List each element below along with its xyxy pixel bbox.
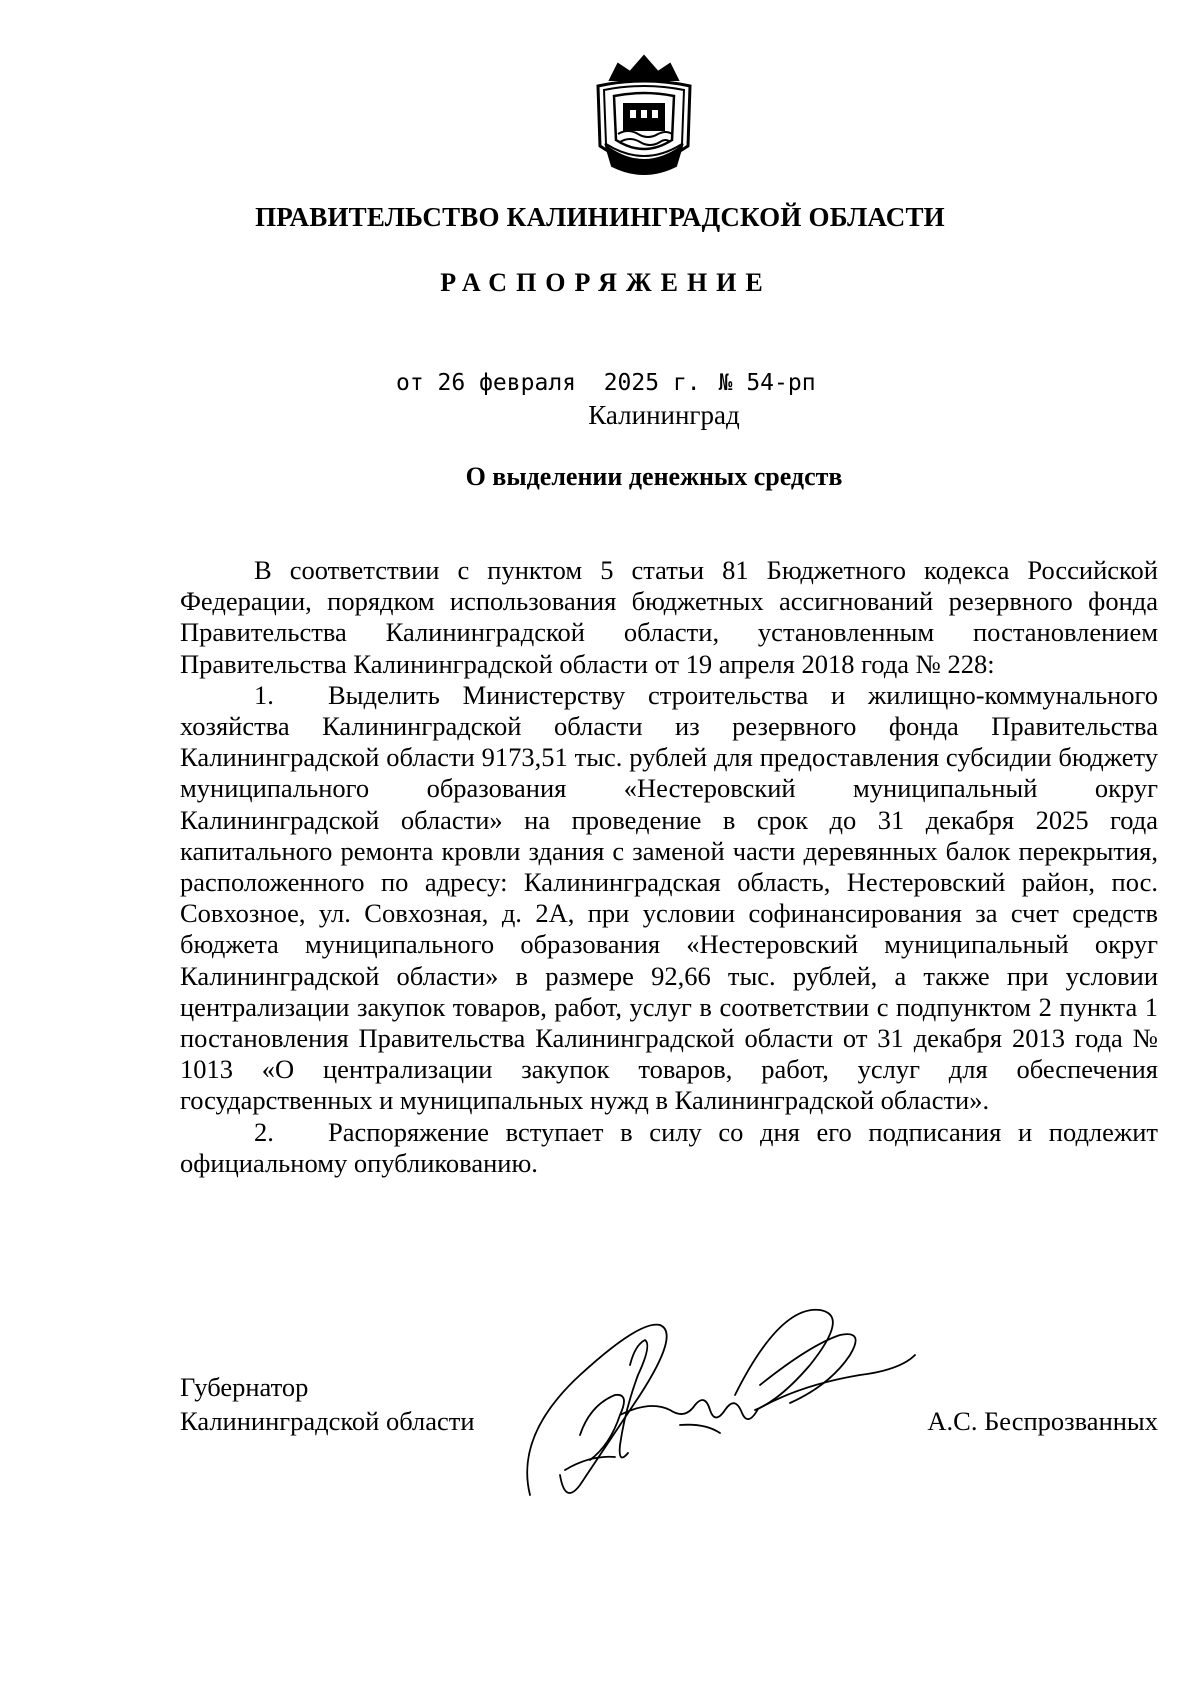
item-paragraph-2 (180, 1117, 1158, 1179)
item-text: Выделить Министерству строительства и жилищно-коммунального хозяйства Калининградской области из резервного фонда Правительства Калининградской области 9173,51 тыс. рублей для предоставления субсидии бюджету муниципального образования «Нестеровский муниципальный округ Калининградской области» на проведение в срок до 31 декабря 2025 года капитального ремонта кровли здания с заменой части деревянных балок перекрытия, расположенного по адресу: Калининградская область, Нестеровский район, пос. Совхозное, ул. Совхозная, д. 2А, при условии софинансирования за счет средств бюджета муниципального образования «Нестеровский муниципальный округ Калининградской области» в размере 92,66 тыс. рублей, а также при условии централизации закупок товаров, работ, услуг в соответствии с подпунктом 2 пункта 1 постановления Правительства Калининградской области от 31 декабря 2013 года № 1013 «О централизации закупок товаров, работ, услуг для обеспечения государственных и муниципальных нужд в Калининградской области». (180, 679, 1158, 1116)
document-subject: О выделении денежных средств (465, 462, 843, 491)
government-title: ПРАВИТЕЛЬСТВО КАЛИНИНГРАДСКОЙ ОБЛАСТИ (255, 202, 945, 232)
signatory-name: А.С. Беспрозванных (927, 1406, 1158, 1436)
date-number-line (396, 370, 816, 396)
signatory-title (180, 1370, 475, 1438)
document-type-heading: РАСПОРЯЖЕНИЕ (440, 268, 772, 297)
handwritten-signature-icon (520, 1285, 920, 1525)
signatory-title-line-2: Калининградской области (180, 1406, 475, 1436)
item-number: 2. (254, 1116, 274, 1147)
signatory-title-line-1: Губернатор (180, 1372, 309, 1402)
coat-of-arms-icon (588, 46, 700, 184)
document-body (180, 555, 1158, 1179)
item-number: 1. (254, 679, 274, 710)
document-number: № 54-рп (718, 370, 816, 396)
item-text: Распоряжение вступает в силу со дня его подписания и подлежит официальному опубликованию. (180, 1116, 1158, 1178)
document-city: Калининград (588, 400, 740, 430)
item-paragraph-1 (180, 680, 1158, 1117)
document-date: от 26 февраля 2025 г. (396, 370, 701, 396)
preamble-paragraph: В соответствии с пунктом 5 статьи 81 Бюджетного кодекса Российской Федерации, порядком использования бюджетных ассигнований резервного фонда Правительства Калининградской области, установленным постановлением Правительства Калининградской области от 19 апреля 2018 года № 228: (180, 555, 1158, 679)
